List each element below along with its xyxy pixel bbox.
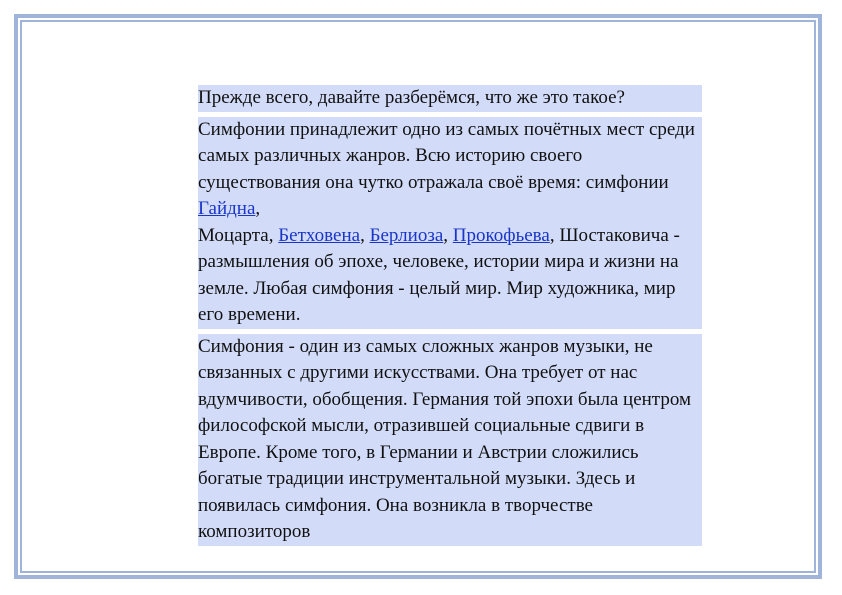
paragraph-symphony-history: [198, 117, 702, 329]
comma-after-berlioz: ,: [443, 224, 453, 246]
paragraph-history-text-start: Симфонии принадлежит одно из самых почётных мест среди самых различных жанров. Всю историю своего существования она чутко отражала своё время: симфонии: [198, 118, 695, 193]
link-beethoven[interactable]: Бетховена: [278, 224, 361, 246]
paragraph-history-text-end: , Шостаковича - размышления об эпохе, человеке, истории мира и жизни на земле. Любая симфония - целый мир. Мир художника, мир его времени.: [198, 224, 680, 325]
paragraph-symphony-genre: [198, 334, 702, 546]
paragraph-intro: [198, 85, 702, 112]
paragraph-genre-text: Симфония - один из самых сложных жанров музыки, не связанных с другими искусствами. Она требует от нас вдумчивости, обобщения. Германия той эпохи была центром философской мысли, отразившей социальные сдвиги в Европе. Кроме того, в Германии и Австрии сложились богатые традиции инструментальной музыки. Здесь и появилась симфония. Она возникла в творчестве композиторов: [198, 335, 691, 542]
link-berlioz[interactable]: Берлиоза: [369, 224, 444, 246]
paragraph-intro-text: Прежде всего, давайте разберёмся, что же это такое?: [198, 87, 625, 108]
text-mozart: Моцарта,: [198, 224, 279, 246]
comma-after-beethoven: ,: [360, 224, 370, 246]
link-prokofiev[interactable]: Прокофьева: [452, 224, 550, 246]
link-haydn[interactable]: Гайдна: [198, 198, 256, 219]
comma-after-haydn: ,: [255, 198, 261, 219]
slide-text-block: [198, 85, 702, 546]
